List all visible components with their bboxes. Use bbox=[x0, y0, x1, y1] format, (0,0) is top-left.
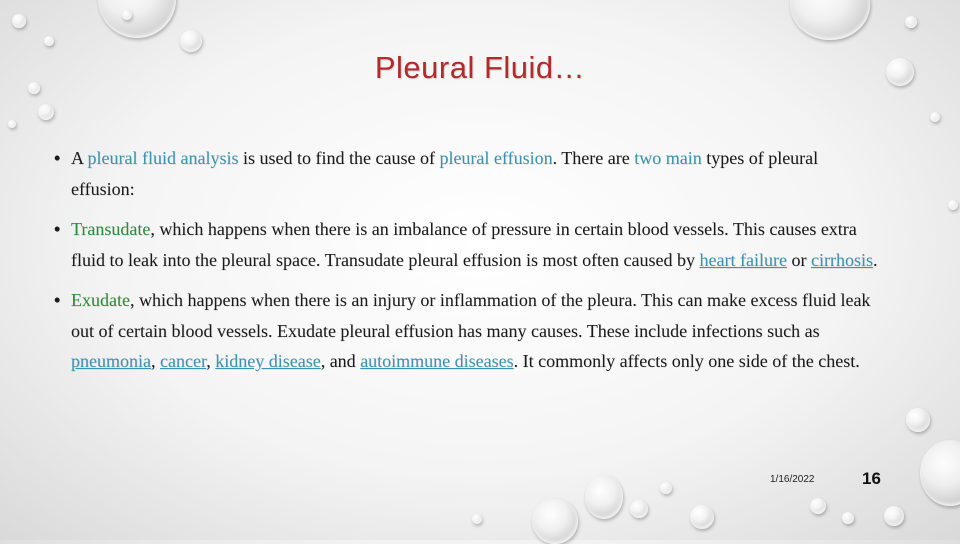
link-autoimmune-diseases[interactable]: autoimmune diseases bbox=[360, 351, 514, 371]
bullet-text: . There are bbox=[552, 148, 635, 168]
slide-date: 1/16/2022 bbox=[770, 474, 815, 485]
bullet-text: , and bbox=[320, 351, 361, 371]
bullet-text: . It commonly affects only one side of the chest. bbox=[513, 351, 860, 371]
link-cancer[interactable]: cancer bbox=[159, 351, 207, 371]
highlight-term: Exudate bbox=[71, 290, 130, 310]
bullet-text: is used to find the cause of bbox=[238, 148, 440, 168]
bullet-text: , which happens when there is an imbalance of pressure in certain blood vessels. This causes extra fluid to leak into the pleural space. Transudate pleural effusion is most often caused by bbox=[71, 219, 857, 270]
bullet-text: types of pleural effusion: bbox=[71, 148, 819, 199]
bullet-text: , bbox=[150, 351, 160, 371]
bullet-exudate bbox=[54, 285, 884, 377]
slide-title: Pleural Fluid… bbox=[374, 50, 586, 85]
bullet-text: . bbox=[872, 249, 878, 270]
highlight-term: two main bbox=[634, 148, 702, 168]
bullet-transudate bbox=[54, 214, 884, 275]
bullet-text: , which happens when there is an injury or inflammation of the pleura. This can make excess fluid leak out of certain blood vessels. Exudate pleural effusion has many causes. These include infections such as bbox=[71, 290, 871, 341]
bullet-list bbox=[54, 143, 884, 387]
highlight-term: Transudate bbox=[71, 219, 151, 239]
slide-page-number: 16 bbox=[862, 469, 881, 488]
link-heart-failure[interactable]: heart failure bbox=[699, 249, 787, 270]
bullet-text: or bbox=[786, 249, 811, 270]
link-cirrhosis[interactable]: cirrhosis bbox=[810, 249, 873, 270]
highlight-term: pleural fluid analysis bbox=[87, 148, 239, 168]
bullet-text: A bbox=[71, 148, 88, 168]
link-pneumonia[interactable]: pneumonia bbox=[71, 351, 151, 371]
bullet-intro bbox=[54, 143, 884, 204]
bullet-text: , bbox=[206, 351, 216, 371]
link-kidney-disease[interactable]: kidney disease bbox=[215, 351, 321, 371]
highlight-term: pleural effusion bbox=[439, 148, 553, 168]
